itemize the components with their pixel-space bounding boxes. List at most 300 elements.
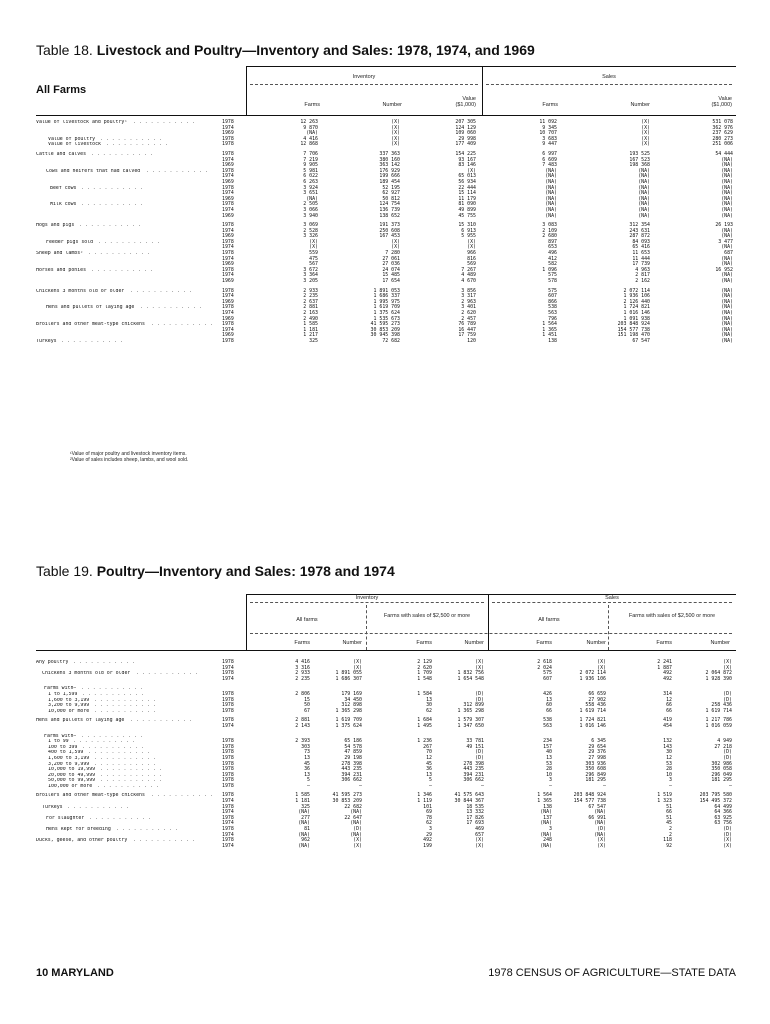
row-label: Hogs and pigs: [36, 223, 75, 229]
table-cell: (NA): [350, 831, 362, 838]
table-cell: –: [729, 782, 732, 789]
table-cell: 3 401: [461, 304, 476, 311]
table-cell: (X): [353, 659, 362, 665]
table-cell: 2: [669, 831, 672, 838]
table-cell: (NA): [721, 278, 733, 285]
row-label: Sheep and lambs²: [36, 251, 84, 257]
table-cell: 151 198 470: [617, 332, 650, 339]
table-cell: 27 218: [714, 743, 732, 750]
table-cell: 13: [426, 696, 432, 703]
table-cell: 109 060: [455, 130, 476, 137]
table-cell: 538: [548, 304, 557, 311]
table-cell: (NA): [545, 195, 557, 202]
table-cell: 2 620: [417, 664, 432, 671]
table-cell: 92: [666, 842, 672, 849]
table-cell: 243 631: [629, 227, 650, 234]
table-cell: 18 535: [466, 803, 484, 810]
table-cell: 3 083: [542, 222, 557, 229]
table-cell: 2 393: [295, 738, 310, 745]
table-cell: 966: [467, 250, 476, 257]
table-cell: (D): [475, 690, 484, 697]
table-cell: 303: [301, 743, 310, 750]
table-cell: (NA): [721, 255, 733, 262]
table-cell: 67: [304, 707, 310, 714]
table-cell: 93 167: [458, 156, 476, 163]
row-year: 1978: [222, 696, 234, 703]
table19-number-header: Number: [342, 640, 362, 646]
row-year: 1978: [222, 201, 234, 208]
leader-dots: . . . . . . . . . . .: [100, 766, 162, 773]
row-label: Chickens 3 months old or older: [36, 288, 125, 294]
table-cell: (X): [641, 119, 650, 125]
table-cell: 496: [548, 250, 557, 257]
row-label: Horses and ponies: [36, 267, 87, 273]
table-cell: (NA): [721, 162, 733, 169]
table-cell: 30 844 367: [454, 798, 484, 805]
table-cell: 1 217 786: [705, 717, 732, 724]
table-cell: (NA): [540, 831, 552, 838]
row-year: 1978: [222, 266, 234, 273]
row-year: 1969: [222, 298, 234, 305]
table-cell: (X): [391, 238, 400, 245]
row-year: 1978: [222, 167, 234, 174]
table-cell: 11 653: [632, 250, 650, 257]
table19-heading: Poultry—Inventory and Sales: 1978 and 1974: [96, 563, 395, 579]
table-cell: (X): [597, 659, 606, 665]
table19-label: Table 19.: [36, 563, 93, 579]
table-cell: 50 812: [382, 195, 400, 202]
table-cell: 394 231: [341, 771, 362, 778]
row-label: Farms with—: [44, 686, 77, 692]
table-cell: 2 881: [303, 304, 318, 311]
table19-divider: [608, 605, 609, 650]
table-cell: 296 849: [585, 771, 606, 778]
table-cell: 250 608: [379, 227, 400, 234]
table19-sales-sub-header: Farms with sales of $2,500 or more: [628, 613, 716, 619]
table-cell: 1 936 106: [579, 675, 606, 682]
table-cell: (NA): [721, 315, 733, 322]
table-cell: 314: [663, 690, 672, 697]
table19-subrule: [492, 602, 732, 603]
table-cell: (X): [641, 135, 650, 142]
table-cell: 66 991: [588, 814, 606, 821]
table-cell: 64 366: [714, 809, 732, 816]
table-cell: 78: [426, 814, 432, 821]
table-cell: (NA): [545, 184, 557, 191]
row-year: 1974: [222, 227, 234, 234]
table-cell: 29: [426, 831, 432, 838]
table-cell: 575: [548, 287, 557, 294]
table-cell: 4 670: [461, 278, 476, 285]
table-cell: (NA): [721, 227, 733, 234]
table-cell: 575: [548, 272, 557, 279]
table-cell: 50: [304, 702, 310, 709]
row-year: 1978: [222, 250, 234, 257]
table-cell: 2 933: [295, 670, 310, 677]
leader-dots: . . . . . . . . . . .: [151, 792, 213, 799]
row-label: 100,000 or more: [48, 783, 93, 789]
table-cell: 69: [426, 809, 432, 816]
table-cell: 41 575 643: [454, 792, 484, 799]
table-cell: 4 416: [295, 659, 310, 665]
table-cell: 234: [543, 738, 552, 745]
table-cell: 136 739: [379, 206, 400, 213]
table-cell: 36: [304, 766, 310, 773]
table-cell: 138: [548, 337, 557, 344]
table-cell: 1 579 307: [457, 717, 484, 724]
row-label: Cattle and calves: [36, 151, 87, 157]
leader-dots: . . . . . . . . . . .: [98, 238, 160, 245]
leader-dots: . . . . . . . . . . .: [82, 690, 144, 697]
table-cell: 1 236: [417, 738, 432, 745]
table-cell: 22 647: [344, 814, 362, 821]
row-label: 1 to 99: [48, 739, 69, 745]
table-cell: 203 795 580: [699, 792, 732, 799]
table-cell: 83 146: [458, 162, 476, 169]
table-cell: 27 061: [382, 255, 400, 262]
table-row: [0, 214, 770, 220]
row-label: 20,000 to 49,999: [48, 772, 96, 778]
leader-dots: . . . . . . . . . . .: [94, 696, 156, 703]
table-cell: 1 091 938: [623, 315, 650, 322]
table-cell: 2 963: [461, 298, 476, 305]
table-cell: 267: [423, 743, 432, 750]
leader-dots: . . . . . . . . . . .: [61, 337, 123, 344]
row-year: 1974: [222, 244, 234, 251]
table-cell: 1 936 106: [623, 293, 650, 300]
table-cell: 578: [548, 278, 557, 285]
table-cell: 27 036: [382, 261, 400, 268]
table-cell: (D): [475, 749, 484, 756]
table-cell: (NA): [721, 326, 733, 333]
row-year: 1978: [222, 659, 234, 665]
leader-dots: . . . . . . . . . . .: [94, 754, 156, 761]
table18-sales-header: Sales: [602, 74, 616, 80]
table-cell: 1 584: [417, 690, 432, 697]
table-cell: 53: [666, 760, 672, 767]
row-label: Broilers and other meat-type chickens: [36, 793, 145, 799]
leader-dots: . . . . . . . . . . .: [100, 777, 162, 784]
table18-farms-header: Farms: [304, 102, 320, 108]
table-cell: (X): [467, 244, 476, 251]
table-cell: (X): [641, 130, 650, 137]
table-cell: 5: [429, 777, 432, 784]
table-cell: 7 483: [542, 162, 557, 169]
table-cell: 1 995 975: [373, 298, 400, 305]
table-cell: (X): [475, 837, 484, 844]
table-cell: –: [429, 782, 432, 789]
table-cell: 2 505: [303, 201, 318, 208]
table-cell: 3: [549, 777, 552, 784]
table-cell: 350 058: [711, 766, 732, 773]
table19-header-rule: [36, 650, 736, 651]
row-year: 1978: [222, 670, 234, 677]
table-cell: 3 651: [303, 190, 318, 197]
row-year: 1974: [222, 809, 234, 816]
table-cell: (NA): [721, 173, 733, 180]
leader-dots: . . . . . . . . . . .: [116, 826, 178, 833]
table-cell: (X): [641, 124, 650, 131]
table-cell: 132: [663, 738, 672, 745]
table-cell: 7 280: [385, 250, 400, 257]
table-cell: 181 295: [585, 777, 606, 784]
table-cell: 1 495: [417, 722, 432, 729]
row-year: 1978: [222, 777, 234, 784]
row-year: 1978: [222, 150, 234, 157]
table-cell: 45: [666, 820, 672, 827]
table18-subrule: [250, 84, 478, 85]
table-cell: 15: [304, 696, 310, 703]
table-cell: 1 686 307: [335, 675, 362, 682]
table19-number-header: Number: [464, 640, 484, 646]
table-cell: 63 756: [714, 820, 732, 827]
leader-dots: . . . . . . . . . . .: [151, 321, 213, 328]
table-cell: 306 662: [463, 777, 484, 784]
table-cell: (NA): [721, 167, 733, 174]
table18-note-2: ²Value of sales includes sheep, lambs, and wool sold.: [70, 457, 189, 463]
table-cell: (NA): [306, 130, 318, 137]
table18-note-1: ¹Value of major poultry and livestock inventory items.: [70, 451, 187, 457]
table-cell: 362 976: [712, 124, 733, 131]
table-cell: 1 709: [417, 670, 432, 677]
table-cell: –: [481, 782, 484, 789]
leader-dots: . . . . . . . . . . .: [67, 803, 129, 810]
table18-sales-farms-header: Farms: [542, 102, 558, 108]
table-cell: 3 477: [718, 238, 733, 245]
leader-dots: . . . . . . . . . . .: [130, 717, 192, 724]
table-cell: 1 323: [657, 798, 672, 805]
table19-number-header: Number: [710, 640, 730, 646]
table-cell: 3 924: [303, 184, 318, 191]
table-cell: 6 913: [461, 227, 476, 234]
table-cell: 203 848 924: [617, 321, 650, 328]
row-label: Farms with—: [44, 733, 77, 739]
table-cell: (NA): [594, 820, 606, 827]
table-cell: (NA): [594, 831, 606, 838]
table-cell: 30 853 209: [332, 798, 362, 805]
table-cell: 51: [666, 803, 672, 810]
table-cell: 13: [546, 696, 552, 703]
leader-dots: . . . . . . . . . . .: [100, 135, 162, 142]
row-year: 1969: [222, 130, 234, 137]
table-cell: 138: [543, 803, 552, 810]
table18-divider: [246, 66, 247, 115]
row-year: 1974: [222, 326, 234, 333]
table-cell: 1 832 756: [457, 670, 484, 677]
table-cell: 5 955: [461, 233, 476, 240]
row-year: 1978: [222, 337, 234, 344]
row-year: 1978: [222, 238, 234, 245]
table-row: [0, 844, 770, 850]
table-cell: (NA): [721, 184, 733, 191]
table-cell: 538: [543, 717, 552, 724]
table-row: [0, 339, 770, 345]
table-cell: 34 450: [344, 696, 362, 703]
table-cell: 203 848 924: [573, 792, 606, 799]
table-cell: 54 444: [715, 150, 733, 157]
leader-dots: . . . . . . . . . . .: [97, 782, 159, 789]
table-cell: (NA): [638, 206, 650, 213]
table-cell: 30: [666, 749, 672, 756]
table-cell: (NA): [721, 287, 733, 294]
leader-dots: . . . . . . . . . . .: [82, 743, 144, 750]
table-cell: 15 485: [382, 272, 400, 279]
row-year: 1974: [222, 310, 234, 316]
table-cell: 306 662: [341, 777, 362, 784]
row-label: Value of livestock and poultry¹: [36, 120, 128, 125]
table-cell: 11 092: [539, 119, 557, 125]
table-cell: 16 952: [715, 266, 733, 273]
table-cell: 287 872: [629, 233, 650, 240]
table-cell: 3 326: [303, 233, 318, 240]
row-year: 1978: [222, 304, 234, 311]
table-cell: 563: [543, 722, 552, 729]
table-cell: 582: [548, 261, 557, 268]
table-cell: 2 109: [542, 227, 557, 234]
row-label: Turkeys: [42, 804, 63, 810]
row-year: 1978: [222, 690, 234, 697]
table-cell: 49 899: [458, 206, 476, 213]
table-cell: 54 578: [344, 743, 362, 750]
row-year: 1969: [222, 278, 234, 285]
row-label: 10,000 to 19,999: [48, 767, 96, 773]
table-cell: 3 672: [303, 266, 318, 273]
table-cell: 5 981: [303, 167, 318, 174]
table-cell: (NA): [298, 820, 310, 827]
table-cell: (NA): [721, 244, 733, 251]
table-cell: 118: [663, 837, 672, 844]
table-cell: 41 595 273: [370, 321, 400, 328]
table-cell: 2 637: [303, 298, 318, 305]
row-label: 1,600 to 3,199: [48, 697, 90, 703]
table-cell: 6 263: [303, 178, 318, 185]
row-label: Beef cows: [50, 185, 77, 191]
row-label: Any poultry: [36, 660, 69, 665]
table-cell: 3 364: [303, 272, 318, 279]
table-cell: 394 231: [463, 771, 484, 778]
row-label: Ducks, geese, and other poultry: [36, 838, 128, 844]
table-cell: 137: [543, 814, 552, 821]
table-cell: 45 755: [458, 212, 476, 219]
row-year: 1978: [222, 760, 234, 767]
table-cell: (X): [391, 141, 400, 148]
table18-section-label: All Farms: [36, 84, 87, 96]
table-cell: (NA): [638, 201, 650, 208]
table18-number-header: Number: [382, 102, 402, 108]
table-cell: 154 225: [455, 150, 476, 157]
table-cell: 62: [426, 820, 432, 827]
table-cell: 2 933: [303, 287, 318, 294]
table18-body: [0, 120, 770, 345]
row-year: 1974: [222, 255, 234, 262]
table-cell: 11 179: [458, 195, 476, 202]
table-cell: 1 365: [542, 326, 557, 333]
leader-dots: . . . . . . . . . . .: [89, 814, 151, 821]
table19-sales-allfarms-header: All farms: [538, 617, 560, 623]
table18-label: Table 18.: [36, 42, 93, 58]
table-cell: 492: [663, 675, 672, 682]
table-cell: (X): [391, 124, 400, 131]
row-year: 1978: [222, 782, 234, 789]
table-row: [0, 142, 770, 148]
leader-dots: . . . . . . . . . . .: [133, 119, 195, 125]
table-cell: 607: [543, 675, 552, 682]
table-cell: 24 074: [382, 266, 400, 273]
table-cell: 1 585: [303, 321, 318, 328]
table-cell: (NA): [638, 212, 650, 219]
table-row: [0, 677, 770, 683]
table-cell: 62: [426, 707, 432, 714]
table-cell: 1 365 298: [457, 707, 484, 714]
table-cell: (NA): [721, 178, 733, 185]
row-year: 1969: [222, 233, 234, 240]
table-cell: 2 129: [417, 659, 432, 665]
table18-divider: [482, 66, 483, 115]
row-year: 1978: [222, 837, 234, 844]
table18-title: [36, 42, 535, 58]
row-year: 1974: [222, 173, 234, 180]
table-cell: 5: [307, 777, 310, 784]
table-cell: 866: [548, 298, 557, 305]
table-cell: 81 090: [458, 201, 476, 208]
row-year: 1974: [222, 293, 234, 300]
table-cell: 7 706: [303, 150, 318, 157]
table19-divider: [366, 605, 367, 650]
row-label: Chickens 3 months old or older: [42, 671, 131, 677]
row-year: 1969: [222, 332, 234, 339]
page-footer-right: 1978 CENSUS OF AGRICULTURE—STATE DATA: [488, 967, 736, 979]
table-cell: 66: [666, 702, 672, 709]
table-cell: 3 856: [461, 287, 476, 294]
table-cell: 22 444: [458, 184, 476, 191]
table-cell: 1 535 673: [373, 315, 400, 322]
row-label: 1 to 1,599: [48, 691, 78, 697]
table-cell: 65 186: [344, 738, 362, 745]
table-cell: 41 595 273: [332, 792, 362, 799]
table-cell: (NA): [545, 201, 557, 208]
table-cell: 4 963: [635, 266, 650, 273]
leader-dots: . . . . . . . . . . .: [88, 749, 150, 756]
table18-header-rule: [36, 115, 736, 116]
table-cell: 177 409: [455, 141, 476, 148]
table-cell: (NA): [721, 321, 733, 328]
row-year: 1978: [222, 826, 234, 833]
leader-dots: . . . . . . . . . . .: [133, 837, 195, 844]
table19-farms-header: Farms: [536, 640, 552, 646]
table-cell: 475: [309, 255, 318, 262]
table-cell: 29 198: [344, 754, 362, 761]
table-cell: 796: [548, 315, 557, 322]
table-cell: 6 345: [591, 738, 606, 745]
table19-sales-header: Sales: [605, 595, 619, 601]
table-cell: (NA): [298, 809, 310, 816]
table-cell: 3 069: [303, 222, 318, 229]
table-cell: 49 151: [466, 743, 484, 750]
table-cell: 607: [548, 293, 557, 300]
table-cell: 101: [423, 803, 432, 810]
table-cell: 350 608: [585, 766, 606, 773]
table-cell: (NA): [721, 233, 733, 240]
row-year: 1978: [222, 717, 234, 724]
table-cell: 3 317: [461, 293, 476, 300]
leader-dots: . . . . . . . . . . .: [81, 184, 143, 191]
table-cell: 1 375 624: [373, 310, 400, 316]
table-cell: 1 891 053: [373, 287, 400, 294]
table-cell: 567: [309, 261, 318, 268]
table-cell: (NA): [350, 820, 362, 827]
row-label: Turkeys: [36, 338, 57, 344]
row-label: 50,000 to 99,999: [48, 778, 96, 784]
